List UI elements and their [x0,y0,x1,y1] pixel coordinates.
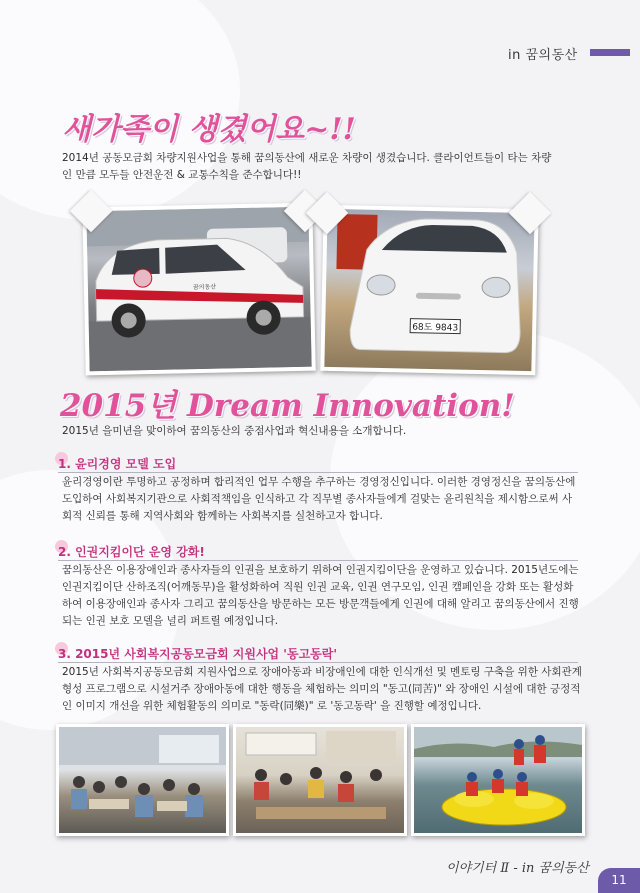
section-divider [58,662,578,663]
header-accent-bar [590,49,630,56]
innovation-title: 2015년 Dream Innovation! [60,388,515,424]
section-label: in 꿈의동산 [508,48,578,63]
boat-illustration [414,727,582,833]
plate-text: 68도 9843 [412,322,459,334]
section-2-heading [58,543,205,560]
footer-label: 이야기터 Ⅱ - in 꿈의동산 [446,861,589,876]
workshop-illustration [236,727,404,833]
section-1-heading [58,455,176,472]
car-photo-front [320,205,538,375]
activity-photo-boat [411,724,585,836]
car-photo-side [82,203,315,376]
innovation-subtitle: 2015년 을미년을 맞이하여 꿈의동산의 중점사업과 혁신내용을 소개합니다. [62,425,407,437]
car-door-text: 꿈의동산 [192,283,217,292]
section-1-heading-text: 1. 윤리경영 모델 도입 [58,457,177,471]
car-front-illustration [324,209,534,371]
section-1-text: 윤리경영이란 투명하고 공정하며 합리적인 업무 수행을 추구하는 경영정신입니다. 이러한 경영정신을 꿈의동산에 도입하여 사회복지기관으로 사회적책임을 인식하고 각 직무별 종사자들에게 걸맞는 윤리원칙을 제시함으로써 사회적 신뢰를 통해 지역사회와 함께하는 사회복지를 실천하고자 합니다. [62,476,576,522]
section-2-text: 꿈의동산은 이용장애인과 종사자들의 인권을 보호하기 위하여 인권지킴이단을 운영하고 있습니다. 2015년도에는 인권지킴이단 산하조직(어깨동무)을 활성화하여 직원 인권 교육, 인권 연구모임, 인권 캠페인을 강화 또는 활성화하여 이용장애인과 종사자 그리고 꿈의동산을 방문하는 모든 방문객들에게 인권에 대해 알리고 꿈의동산에서 진행되는 인권 보호 모델을 널리 퍼트릴 예정입니다. [62,564,579,627]
activity-photo-classroom [56,724,229,836]
section-2-heading-text: 2. 인권지킴이단 운영 강화! [58,545,205,559]
intro-text: 2014년 공동모금회 차량지원사업을 통해 꿈의동산에 새로운 차량이 생겼습니다. 클라이언트들이 타는 차량인 만큼 모두들 안전운전 & 교통수칙을 준수합니다!! [62,152,552,181]
intro-title: 새가족이 생겼어요~!! [62,112,356,147]
classroom-illustration [59,727,226,833]
section-divider [58,560,578,561]
section-3-heading [58,645,337,662]
activity-photo-workshop [233,724,407,836]
car-side-illustration [86,207,311,372]
section-divider [58,472,578,473]
section-3-text: 2015년 사회복지공동모금회 지원사업으로 장애아동과 비장애인에 대한 인식개선 및 멘토링 구축을 위한 사회관계 형성 프로그램으로 시설거주 장애아동에 대한 행동을 체험하는 의미의 "동고(同苦)" 와 장애인 시설에 대한 긍정적인 이미지 개선을 위한 체험활동의 의미로 "동락(同樂)" 로 '동고동락' 을 진행할 예정입니다. [62,666,582,712]
section-3-heading-text: 3. 2015년 사회복지공동모금회 지원사업 '동고동락' [58,647,338,661]
page-number: 11 [598,868,640,893]
